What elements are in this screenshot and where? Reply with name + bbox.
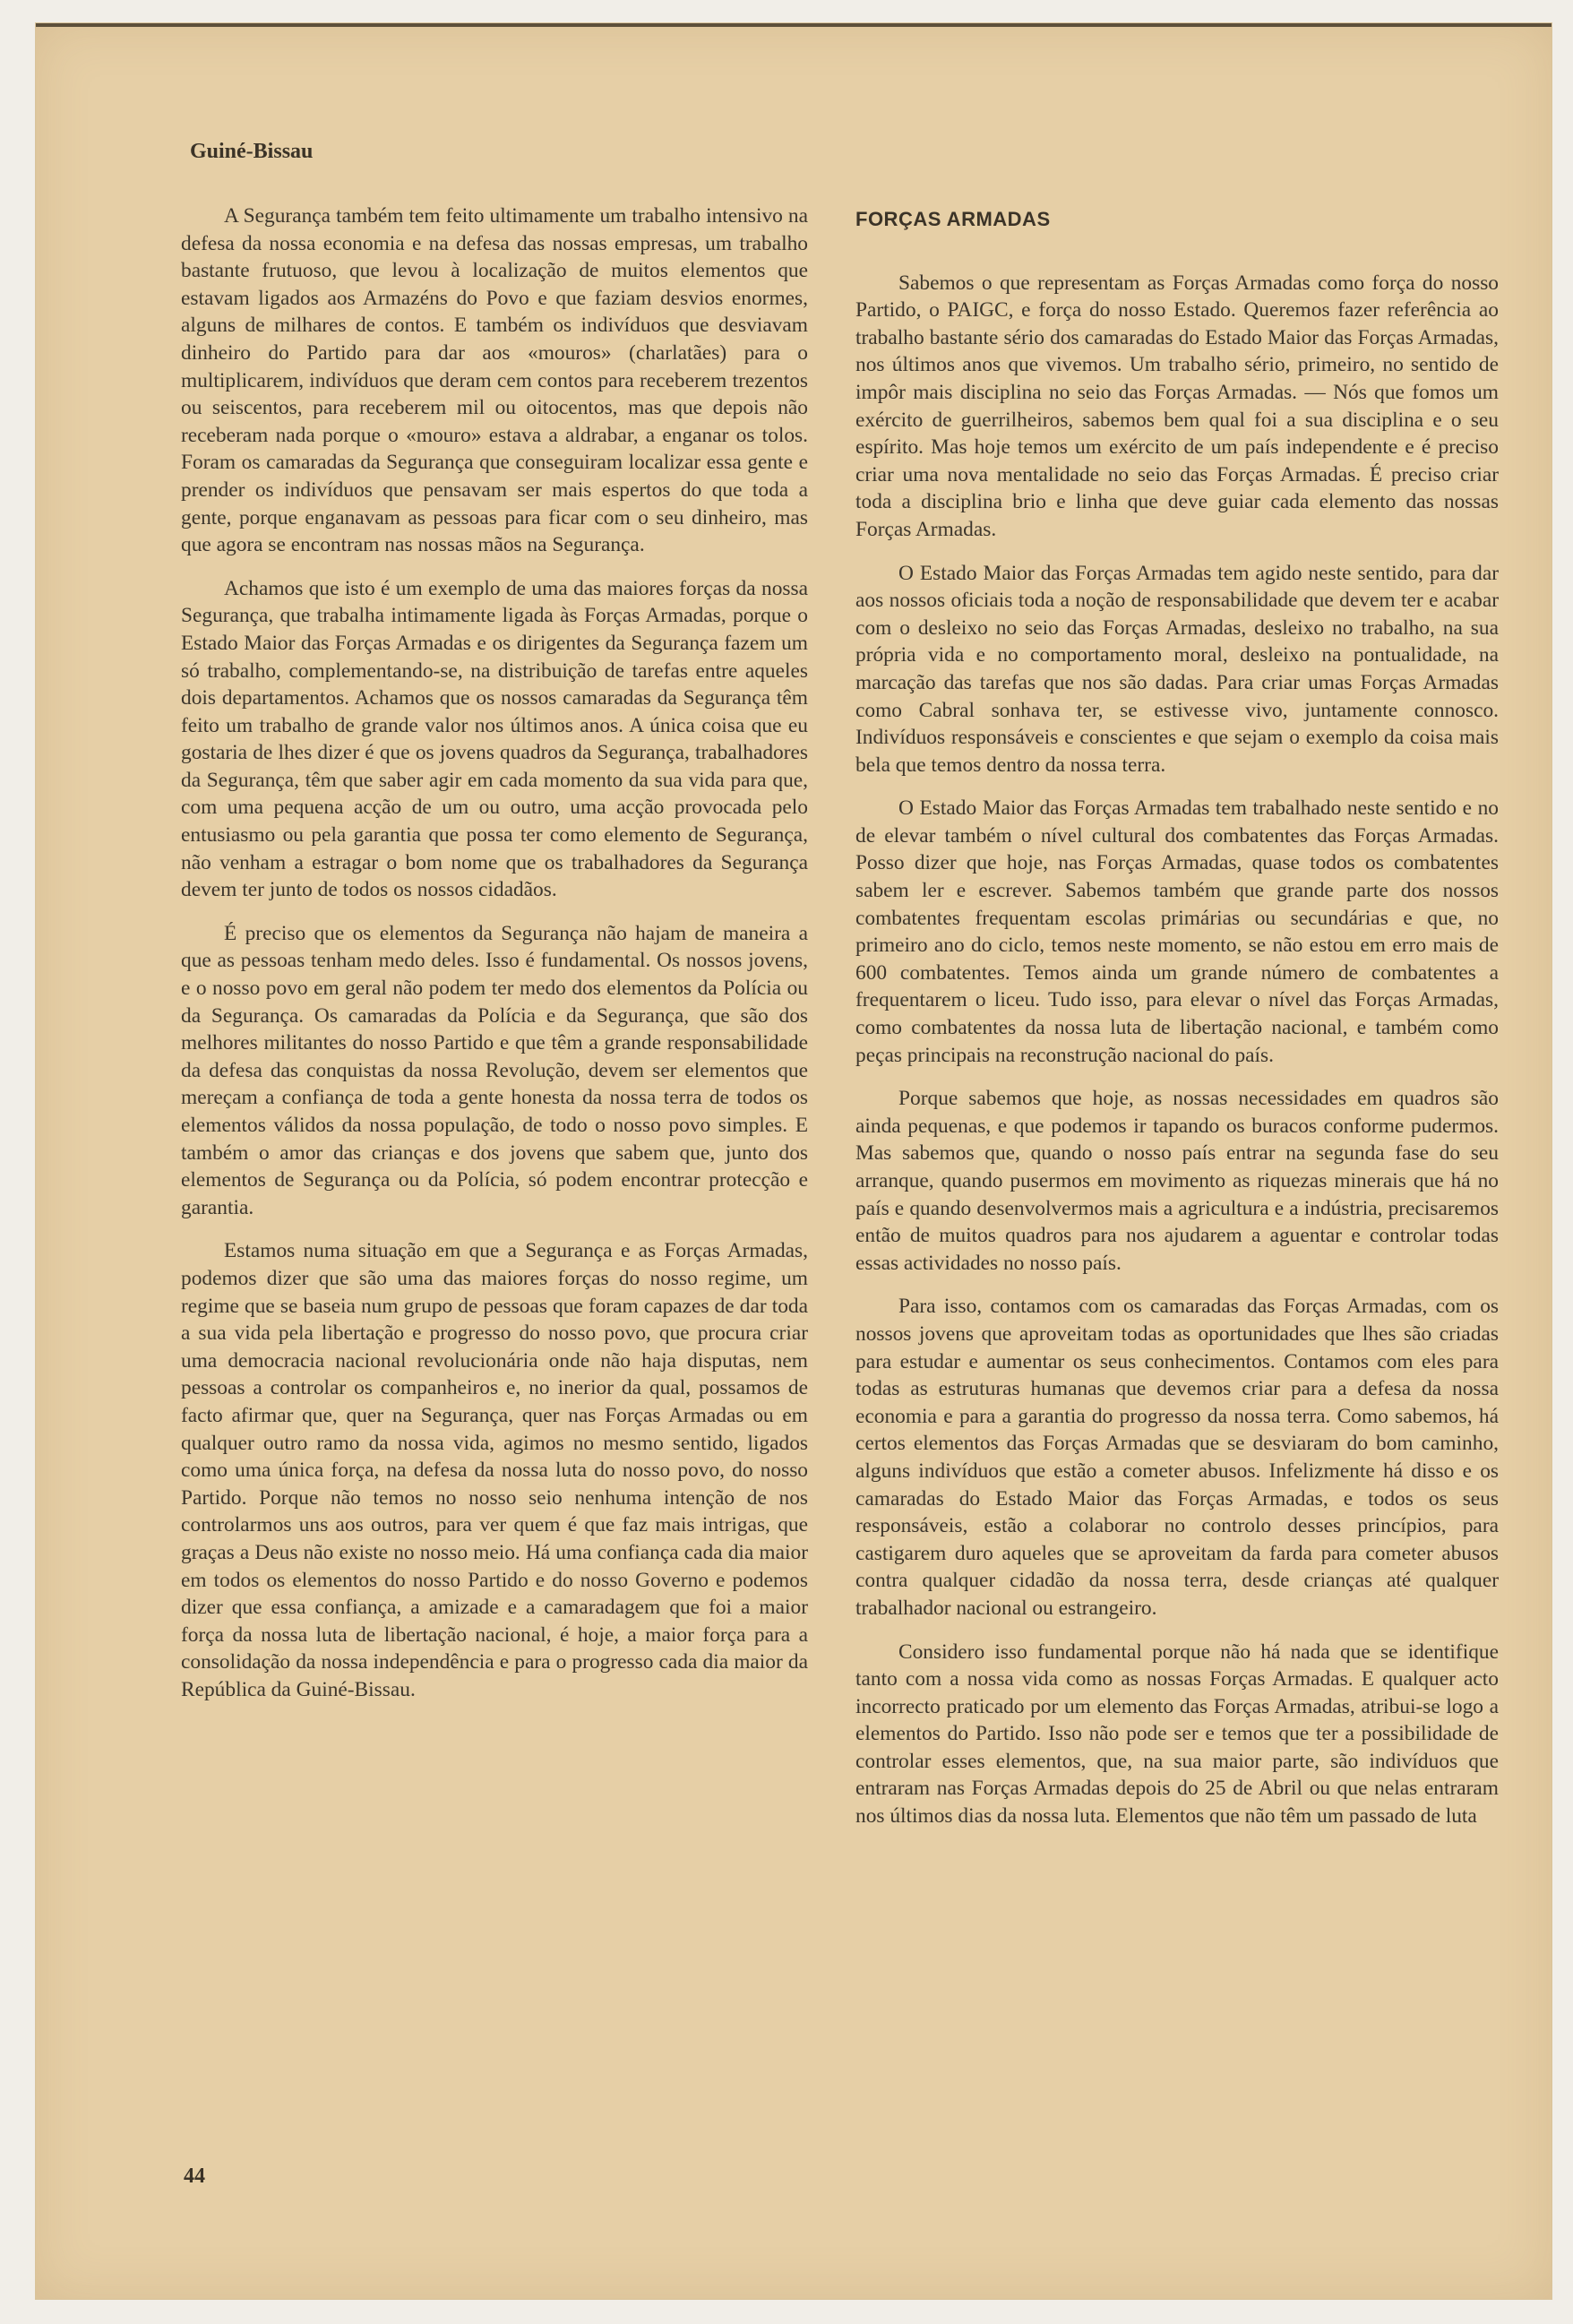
left-column	[181, 202, 808, 1719]
section-title: FORÇAS ARMADAS	[855, 208, 1051, 230]
magazine-page	[36, 23, 1552, 2299]
running-head: Guiné-Bissau	[190, 140, 314, 163]
right-column	[855, 202, 1499, 1846]
paragraph: A Segurança também tem feito ultimamente um trabalho intensivo na defesa da nossa economia e na defesa das nossas empresas, um trabalho bastante frutuoso, que levou à localização de muitos elementos que estavam ligados aos Armazéns do Povo e que faziam desvios enormes, alguns de milhares de contos. E também os indivíduos que desviavam dinheiro do Partido para dar aos «mouros» (charlatães) para o multiplicarem, indivíduos que deram cem contos para receberem trezentos ou seiscentos, para receberem mil ou oitocentos, mas que depois não receberam nada porque o «mouro» estava a aldrabar, a enganar os tolos. Foram os camaradas da Segurança que conseguiram localizar essa gente e prender os indivíduos que pensavam ser mais espertos do que toda a gente, porque enganavam as pessoas para ficar com o seu dinheiro, mas que agora se encontram nas nossas mãos na Segurança.	[181, 204, 808, 557]
paragraph: O Estado Maior das Forças Armadas tem trabalhado neste sentido e no de elevar também o nível cultural dos combatentes das Forças Armadas. Posso dizer que hoje, nas Forças Armadas, quase todos os combatentes sabem ler e escrever. Sabemos também que grande parte dos nossos combatentes frequentam escolas primárias ou secundárias e que, no primeiro ano do ciclo, temos neste momento, se não estou em erro mais de 600 combatentes. Temos ainda um grande número de combatentes a frequentarem o liceu. Tudo isso, para elevar o nível das Forças Armadas, como combatentes da nossa luta de libertação nacional, e também como peças principais na reconstrução nacional do país.	[855, 796, 1499, 1067]
paragraph: Porque sabemos que hoje, as nossas necessidades em quadros são ainda pequenas, e que podemos ir tapando os buracos conforme pudermos. Mas sabemos que, quando o nosso país entrar na segunda fase do seu arranque, quando pusermos em movimento as riquezas minerais que há no país e quando desenvolvermos mais a agricultura e a indústria, precisaremos então de muitos quadros para nos ajudarem a aguentar e controlar todas essas actividades no nosso país.	[855, 1087, 1499, 1275]
paragraph: Considero isso fundamental porque não há nada que se identifique tanto com a nossa vida como as nossas Forças Armadas. E qualquer acto incorrecto praticado por um elemento das Forças Armadas, atribui-se logo a elementos do Partido. Isso não pode ser e temos que ter a possibilidade de controlar esses elementos, que, na sua maior parte, são indivíduos que entraram nas Forças Armadas depois do 25 de Abril ou que nelas entraram nos últimos dias da nossa luta. Elementos que não têm um passado de luta	[855, 1640, 1499, 1829]
paragraph: O Estado Maior das Forças Armadas tem agido neste sentido, para dar aos nossos oficiais toda a noção de responsabilidade que devem ter e acabar com o desleixo no seio das Forças Armadas, desleixo no trabalho, na sua própria vida e no comportamento moral, desleixo na pontualidade, na marcação das tarefas que nos são dadas. Para criar umas Forças Armadas como Cabral sonhava ter, se estivesse vivo, juntamente connosco. Indivíduos responsáveis e conscientes e que sejam o exemplo da coisa mais bela que temos dentro da nossa terra.	[855, 561, 1499, 777]
paragraph: Sabemos o que representam as Forças Armadas como força do nosso Partido, o PAIGC, e força do nosso Estado. Queremos fazer referência ao trabalho bastante sério dos camaradas do Estado Maior das Forças Armadas, nos últimos anos que vivemos. Um trabalho sério, primeiro, no sentido de impôr mais disciplina no seio das Forças Armadas. — Nós que fomos um exército de guerrilheiros, sabemos bem qual foi a sua disciplina e o seu espírito. Mas hoje temos um exército de um país independente e é preciso criar uma nova mentalidade no seio das Forças Armadas. É preciso criar toda a disciplina brio e linha que deve guiar cada elemento das nossas Forças Armadas.	[855, 271, 1499, 541]
page-number: 44	[184, 2165, 205, 2188]
paragraph: É preciso que os elementos da Segurança não hajam de maneira a que as pessoas tenham medo deles. Isso é fundamental. Os nossos jovens, e o nosso povo em geral não podem ter medo dos elementos da Polícia ou da Segurança. Os camaradas da Polícia e da Segurança, que são dos melhores militantes do nosso Partido e que têm a grande responsabilidade da defesa das conquistas da nossa Revolução, devem ser elementos que mereçam a confiança de toda a gente honesta da nossa terra de todos os elementos válidos da nossa população, de todo o nosso povo simples. E também o amor das crianças e dos jovens que sabem que, junto dos elementos de Segurança ou da Polícia, só podem encontrar protecção e garantia.	[181, 921, 808, 1219]
paragraph: Achamos que isto é um exemplo de uma das maiores forças da nossa Segurança, que trabalha intimamente ligada às Forças Armadas, porque o Estado Maior das Forças Armadas e os dirigentes da Segurança fazem um só trabalho, complementando-se, na distribuição de tarefas entre aqueles dois departamentos. Achamos que os nossos camaradas da Segurança têm feito um trabalho de grande valor nos últimos anos. A única coisa que eu gostaria de lhes dizer é que os jovens quadros da Segurança, trabalhadores da Segurança, têm que saber agir em cada momento da sua vida para que, com uma pequena acção de um ou outro, uma acção provocada pelo entusiasmo ou pela garantia que possa ter como elemento de Segurança, não venham a estragar o bom nome que os trabalhadores da Segurança devem ter junto de todos os nossos cidadãos.	[181, 576, 808, 902]
paragraph: Estamos numa situação em que a Segurança e as Forças Armadas, podemos dizer que são uma das maiores forças do nosso regime, um regime que se baseia num grupo de pessoas que foram capazes de dar toda a sua vida pela libertação e progresso do nosso povo, que procura criar uma democracia nacional revolucionária onde não haja disputas, nem pessoas a controlar os companheiros e, no inerior da qual, possamos de facto afirmar que, quer na Segurança, quer nas Forças Armadas ou em qualquer outro ramo da nossa vida, agimos no mesmo sentido, ligados como uma única força, na defesa da nossa luta do nosso povo, do nosso Partido. Porque não temos no nosso seio nenhuma intenção de nos controlarmos uns aos outros, para ver quem é que faz mais intrigas, que graças a Deus não existe no nosso meio. Há uma confiança cada dia maior em todos os elementos do nosso Partido e do nosso Governo e podemos dizer que essa confiança, a amizade e a camaradagem que foi a maior força da nossa luta de libertação nacional, é hoje, a maior força para a consolidação da nossa independência e para o progresso cada dia maior da República da Guiné-Bissau.	[181, 1239, 808, 1701]
paragraph: Para isso, contamos com os camaradas das Forças Armadas, com os nossos jovens que aproveitam todas as oportunidades que lhes são criadas para estudar e aumentar os seus conhecimentos. Contamos com eles para todas as estruturas humanas que devemos criar para a defesa da nossa economia e para a garantia do progresso da nossa terra. Como sabemos, há certos elementos das Forças Armadas que se desviaram do bom caminho, alguns indivíduos que estão a cometer abusos. Infelizmente há disso e os camaradas do Estado Maior das Forças Armadas, e todos os seus responsáveis, estão a colaborar no controlo desses princípios, para castigarem duro aqueles que se aproveitam da farda para cometer abusos contra qualquer cidadão da nossa terra, desde crianças até qualquer trabalhador nacional ou estrangeiro.	[855, 1295, 1499, 1620]
